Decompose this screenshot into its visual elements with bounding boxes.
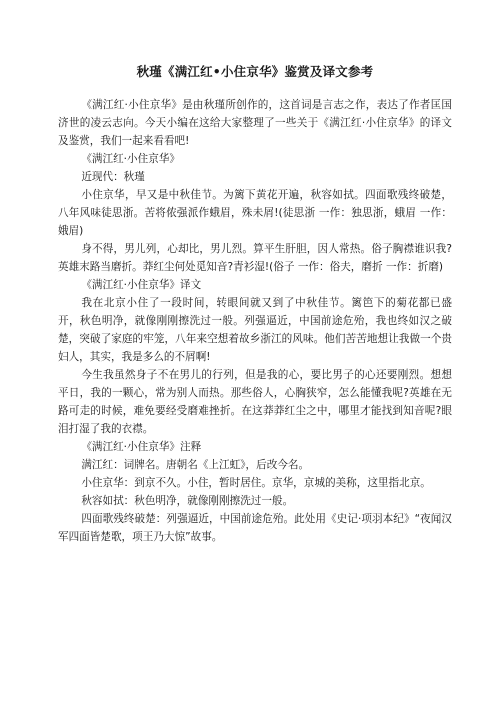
translation-heading: 《满江红·小住京华》译文 xyxy=(81,279,202,291)
note-item: 四面歌残终破楚：列强逼近，中国前途危殆。此处用《史记·项羽本纪》“夜闻汉军四面皆楚歌，项王乃大惊”故事。 xyxy=(58,513,452,543)
note-item: 秋容如拭：秋色明净，就像刚刚擦洗过一般。 xyxy=(81,495,294,507)
notes-heading: 《满江红·小住京华》注释 xyxy=(81,441,202,453)
note-item: 小住京华：到京不久。小住，暂时居住。京华，京城的美称，这里指北京。 xyxy=(81,477,431,489)
translation-paragraph-2: 今生我虽然身子不在男儿的行列，但是我的心，要比男子的心还要刚烈。想想平日，我的一颗心，常为别人而热。那些俗人，心胸狭窄，怎么能懂我呢?英雄在无路可走的时候，难免要经受磨难挫折。在这莽莽红尘之中，哪里才能找到知音呢?眼泪打湿了我的衣襟。 xyxy=(58,369,452,435)
intro-paragraph: 《满江红·小住京华》是由秋瑾所创作的，这首词是言志之作，表达了作者匡国济世的凌云志向。今天小编在这给大家整理了一些关于《满江红·小住京华》的译文及鉴赏，我们一起来看看吧! xyxy=(58,99,452,147)
document-title: 秋瑾《满江红•小住京华》鉴赏及译文参考 xyxy=(136,64,374,79)
poem-stanza-1: 小住京华，早又是中秋佳节。为篱下黄花开遍，秋容如拭。四面歌残终破楚，八年风味徒思浙。苦将侬强派作蛾眉，殊未屑!(徒思浙 一作：独思浙，蛾眉 一作：娥眉) xyxy=(58,189,452,237)
poem-stanza-2: 身不得，男儿列，心却比，男儿烈。算平生肝胆，因人常热。俗子胸襟谁识我?英雄末路当磨折。莽红尘何处觅知音?青衫湿!(俗子 一作：俗夫，磨折 一作：折磨) xyxy=(58,243,452,273)
translation-paragraph-1: 我在北京小住了一段时间，转眼间就又到了中秋佳节。篱笆下的菊花都已盛开，秋色明净，就像刚刚擦洗过一般。列强逼近，中国前途危殆，我也终如汉之破楚，突破了家庭的牢笼，八年来空想着故乡浙江的风味。他们苦苦地想让我做一个贵妇人，其实，我是多么的不屑啊! xyxy=(58,297,452,363)
document-body xyxy=(58,96,452,546)
note-item: 满江红：词牌名。唐朝名《上江虹》，后改今名。 xyxy=(81,459,310,471)
poem-author: 近现代：秋瑾 xyxy=(81,171,145,183)
poem-title: 《满江红·小住京华》 xyxy=(81,153,181,165)
